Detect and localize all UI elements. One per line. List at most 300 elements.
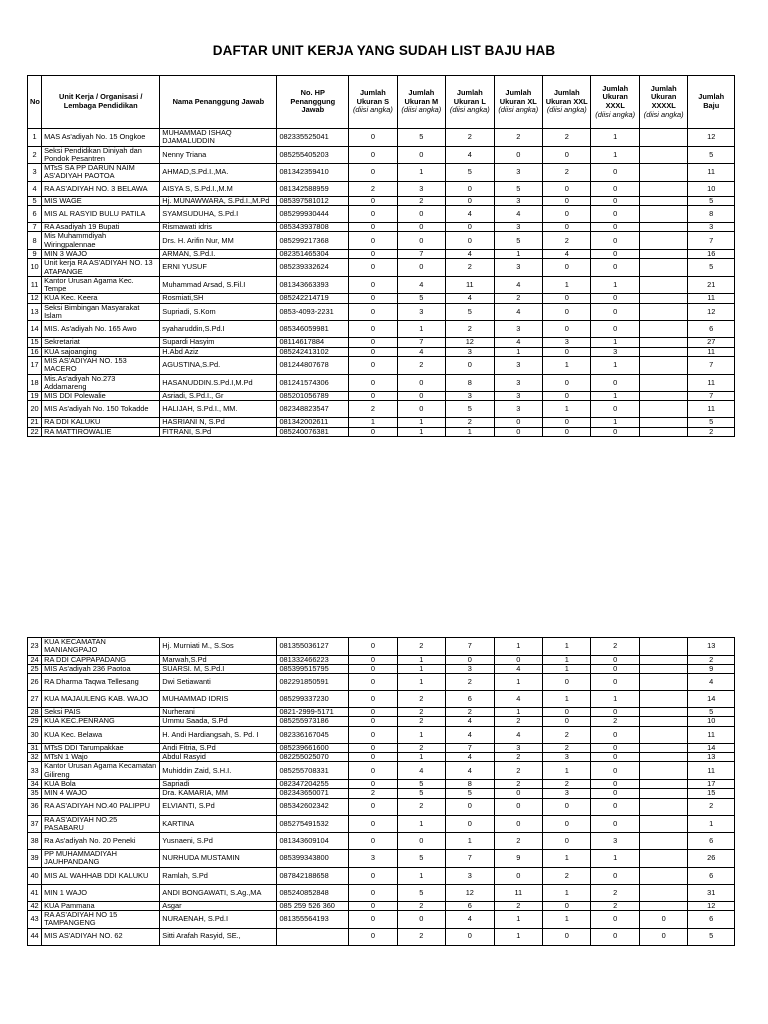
cell-pj: MUHAMMAD ISHAQ DJAMALUDDIN <box>160 129 277 147</box>
cell-no: 8 <box>28 232 42 250</box>
cell-xl: 3 <box>494 223 542 232</box>
cell-xxxxl <box>639 418 687 427</box>
cell-xxxxl <box>639 815 687 833</box>
cell-m: 1 <box>397 427 445 436</box>
cell-no: 17 <box>28 356 42 374</box>
cell-xl: 0 <box>494 427 542 436</box>
cell-l: 4 <box>446 717 494 726</box>
cell-no: 13 <box>28 303 42 321</box>
cell-m: 1 <box>397 655 445 664</box>
cell-xxl: 1 <box>543 884 591 901</box>
cell-xxl: 4 <box>543 249 591 258</box>
cell-xxxl: 0 <box>591 928 639 945</box>
table-row <box>28 374 735 392</box>
cell-total: 21 <box>688 276 735 294</box>
cell-pj: AHMAD,S.Pd.I.,MA. <box>160 164 277 182</box>
table-row <box>28 356 735 374</box>
cell-hp <box>277 928 349 945</box>
cell-unit: Mis.As'adiyah No.273 Addamareng <box>42 374 160 392</box>
cell-pj: MUHAMMAD IDRIS <box>160 691 277 708</box>
cell-pj: NURAENAH, S.Pd.I <box>160 911 277 929</box>
cell-xxxl: 0 <box>591 798 639 815</box>
cell-xxxxl <box>639 798 687 815</box>
cell-hp: 0821-2999-5171 <box>277 708 349 717</box>
cell-m: 1 <box>397 815 445 833</box>
cell-unit: MIS DDI Polewalie <box>42 392 160 401</box>
cell-hp: 081355564193 <box>277 911 349 929</box>
cell-s: 3 <box>349 850 397 868</box>
cell-xxxxl <box>639 374 687 392</box>
cell-unit: RA DDI KALUKU <box>42 418 160 427</box>
header-l <box>446 76 494 129</box>
cell-hp: 085240852848 <box>277 884 349 901</box>
cell-hp: 085346059981 <box>277 321 349 338</box>
cell-unit: KUA Kec. Belawa <box>42 726 160 743</box>
cell-xxl: 2 <box>543 779 591 788</box>
cell-pj: Muhiddin Zaid, S.H.I. <box>160 762 277 780</box>
cell-xxxxl <box>639 259 687 277</box>
unit-table-2 <box>27 637 735 946</box>
cell-m: 2 <box>397 691 445 708</box>
table-row <box>28 303 735 321</box>
cell-total: 11 <box>688 401 735 418</box>
cell-no: 1 <box>28 129 42 147</box>
cell-xl: 4 <box>494 726 542 743</box>
cell-total: 14 <box>688 691 735 708</box>
cell-xxxl: 0 <box>591 196 639 205</box>
cell-s: 0 <box>349 674 397 691</box>
cell-unit: KUA sajoanging <box>42 347 160 356</box>
cell-xl: 4 <box>494 338 542 347</box>
cell-m: 5 <box>397 129 445 147</box>
cell-xxl: 1 <box>543 276 591 294</box>
cell-total: 5 <box>688 259 735 277</box>
cell-l: 4 <box>446 726 494 743</box>
cell-xl: 4 <box>494 303 542 321</box>
cell-no: 37 <box>28 815 42 833</box>
cell-hp: 085201056789 <box>277 392 349 401</box>
cell-xxxl: 0 <box>591 779 639 788</box>
header-s-note: (diisi angka) <box>352 105 393 115</box>
cell-hp: 085255708331 <box>277 762 349 780</box>
cell-pj: HASRIANI N, S.Pd <box>160 418 277 427</box>
cell-unit: KUA KECAMATAN MANIANGPAJO <box>42 638 160 656</box>
cell-m: 1 <box>397 164 445 182</box>
cell-unit: KUA Bola <box>42 779 160 788</box>
cell-pj: ERNI YUSUF <box>160 259 277 277</box>
cell-xxxxl <box>639 638 687 656</box>
cell-xxxxl <box>639 401 687 418</box>
cell-no: 3 <box>28 164 42 182</box>
cell-unit: KUA MAJAULENG KAB. WAJO <box>42 691 160 708</box>
cell-s: 0 <box>349 259 397 277</box>
cell-s: 0 <box>349 798 397 815</box>
cell-xxl: 0 <box>543 418 591 427</box>
cell-xxxxl <box>639 850 687 868</box>
cell-m: 0 <box>397 232 445 250</box>
cell-hp: 082351465304 <box>277 249 349 258</box>
cell-no: 21 <box>28 418 42 427</box>
cell-xxl: 1 <box>543 911 591 929</box>
cell-unit: Seksi Bimbingan Masyarakat Islam <box>42 303 160 321</box>
cell-hp: 08114617884 <box>277 338 349 347</box>
header-m-label: Jumlah Ukuran M <box>404 88 439 106</box>
table-2-body <box>28 638 735 946</box>
cell-hp: 085343937808 <box>277 223 349 232</box>
cell-m: 0 <box>397 206 445 223</box>
cell-hp: 085299337230 <box>277 691 349 708</box>
cell-no: 4 <box>28 181 42 196</box>
cell-xxl: 2 <box>543 867 591 884</box>
cell-xxxxl <box>639 232 687 250</box>
cell-hp: 0853-4093-2231 <box>277 303 349 321</box>
cell-l: 3 <box>446 347 494 356</box>
cell-total: 7 <box>688 392 735 401</box>
cell-total: 12 <box>688 901 735 910</box>
table-row <box>28 664 735 673</box>
page-title: DAFTAR UNIT KERJA YANG SUDAH LIST BAJU HAB <box>212 43 556 58</box>
cell-m: 0 <box>397 146 445 164</box>
cell-xxxl: 0 <box>591 743 639 752</box>
cell-s: 0 <box>349 164 397 182</box>
cell-hp: 085242214719 <box>277 294 349 303</box>
cell-unit: MIS WAGE <box>42 196 160 205</box>
cell-m: 3 <box>397 303 445 321</box>
cell-unit: MIN 4 WAJO <box>42 789 160 798</box>
cell-total: 26 <box>688 850 735 868</box>
cell-hp: 082348823547 <box>277 401 349 418</box>
cell-pj: Ummu Saada, S.Pd <box>160 717 277 726</box>
cell-pj: Asgar <box>160 901 277 910</box>
cell-xxxl: 0 <box>591 867 639 884</box>
cell-xxl: 1 <box>543 638 591 656</box>
cell-hp: 081332466223 <box>277 655 349 664</box>
cell-pj: FITRANI, S.Pd <box>160 427 277 436</box>
cell-xxxxl <box>639 664 687 673</box>
table-row <box>28 708 735 717</box>
table-row <box>28 638 735 656</box>
cell-total: 12 <box>688 129 735 147</box>
cell-xl: 0 <box>494 146 542 164</box>
cell-xxxl: 2 <box>591 901 639 910</box>
unit-table-1 <box>27 75 735 437</box>
cell-l: 4 <box>446 206 494 223</box>
cell-m: 1 <box>397 753 445 762</box>
cell-xl: 11 <box>494 884 542 901</box>
cell-total: 5 <box>688 418 735 427</box>
table-row <box>28 850 735 868</box>
cell-l: 4 <box>446 762 494 780</box>
cell-xxxxl <box>639 708 687 717</box>
cell-unit: MIS AL RASYID BULU PATILA <box>42 206 160 223</box>
cell-no: 43 <box>28 911 42 929</box>
cell-s: 0 <box>349 321 397 338</box>
cell-total: 13 <box>688 753 735 762</box>
cell-m: 1 <box>397 867 445 884</box>
table-row <box>28 691 735 708</box>
cell-no: 19 <box>28 392 42 401</box>
table-row <box>28 392 735 401</box>
cell-pj: ANDI BONGAWATI, S.Ag.,MA <box>160 884 277 901</box>
cell-unit: RA MATTIROWALIE <box>42 427 160 436</box>
cell-l: 0 <box>446 815 494 833</box>
cell-total: 10 <box>688 181 735 196</box>
cell-s: 0 <box>349 374 397 392</box>
cell-no: 18 <box>28 374 42 392</box>
cell-total: 10 <box>688 717 735 726</box>
cell-xxxxl <box>639 196 687 205</box>
cell-total: 4 <box>688 674 735 691</box>
cell-l: 5 <box>446 303 494 321</box>
cell-l: 3 <box>446 664 494 673</box>
cell-m: 0 <box>397 401 445 418</box>
cell-hp: 082343650071 <box>277 789 349 798</box>
cell-l: 1 <box>446 833 494 850</box>
cell-xxxl: 0 <box>591 223 639 232</box>
cell-no: 24 <box>28 655 42 664</box>
cell-total: 5 <box>688 708 735 717</box>
cell-no: 38 <box>28 833 42 850</box>
table-row <box>28 294 735 303</box>
cell-xxl: 2 <box>543 164 591 182</box>
header-no: No <box>28 76 42 129</box>
table-row <box>28 762 735 780</box>
cell-total: 9 <box>688 664 735 673</box>
table-row <box>28 867 735 884</box>
cell-hp: 081241574306 <box>277 374 349 392</box>
cell-m: 5 <box>397 884 445 901</box>
cell-unit: MIS As'adiyah 236 Paotoa <box>42 664 160 673</box>
cell-xxxl: 2 <box>591 638 639 656</box>
cell-xxxxl <box>639 276 687 294</box>
cell-no: 44 <box>28 928 42 945</box>
cell-s: 0 <box>349 249 397 258</box>
header-l-note: (diisi angka) <box>449 105 490 115</box>
cell-s: 0 <box>349 129 397 147</box>
cell-xxxl: 1 <box>591 392 639 401</box>
cell-xxxl: 0 <box>591 911 639 929</box>
cell-s: 0 <box>349 867 397 884</box>
cell-l: 0 <box>446 798 494 815</box>
cell-xxxxl <box>639 146 687 164</box>
cell-no: 7 <box>28 223 42 232</box>
table-row <box>28 164 735 182</box>
cell-xl: 0 <box>494 655 542 664</box>
cell-xxl: 1 <box>543 356 591 374</box>
cell-pj: SUARSI. M, S.Pd.I <box>160 664 277 673</box>
cell-xxxxl <box>639 726 687 743</box>
cell-xl: 1 <box>494 928 542 945</box>
cell-xxxl: 0 <box>591 726 639 743</box>
cell-xl: 1 <box>494 347 542 356</box>
cell-no: 33 <box>28 762 42 780</box>
cell-total: 16 <box>688 249 735 258</box>
table-1-body <box>28 129 735 437</box>
cell-total: 11 <box>688 164 735 182</box>
cell-hp: 085240076381 <box>277 427 349 436</box>
cell-no: 22 <box>28 427 42 436</box>
cell-xxl: 1 <box>543 691 591 708</box>
table-row <box>28 347 735 356</box>
cell-xxxl: 1 <box>591 129 639 147</box>
cell-s: 0 <box>349 146 397 164</box>
cell-xxxxl <box>639 249 687 258</box>
table-row <box>28 726 735 743</box>
cell-xxl: 1 <box>543 762 591 780</box>
cell-m: 1 <box>397 418 445 427</box>
cell-s: 2 <box>349 401 397 418</box>
cell-no: 36 <box>28 798 42 815</box>
cell-hp: 085 259 526 360 <box>277 901 349 910</box>
table-row <box>28 196 735 205</box>
cell-no: 31 <box>28 743 42 752</box>
cell-unit: RA AS'ADIYAH NO. 3 BELAWA <box>42 181 160 196</box>
cell-total: 15 <box>688 789 735 798</box>
cell-xxl: 0 <box>543 146 591 164</box>
cell-xxl: 0 <box>543 674 591 691</box>
header-pj: Nama Penanggung Jawab <box>160 76 277 129</box>
cell-total: 6 <box>688 321 735 338</box>
cell-unit: Kantor Urusan Agama Kecamatan Gilireng <box>42 762 160 780</box>
cell-hp: 085342602342 <box>277 798 349 815</box>
cell-unit: Seksi Pendidikan Diniyah dan Pondok Pesantren <box>42 146 160 164</box>
cell-total: 14 <box>688 743 735 752</box>
cell-l: 6 <box>446 691 494 708</box>
table-row <box>28 321 735 338</box>
cell-xxxl: 0 <box>591 815 639 833</box>
cell-pj: Andi Fitria, S.Pd <box>160 743 277 752</box>
cell-xxxl: 0 <box>591 401 639 418</box>
cell-xl: 3 <box>494 259 542 277</box>
cell-no: 6 <box>28 206 42 223</box>
cell-pj: ARMAN, S.Pd.I. <box>160 249 277 258</box>
cell-m: 5 <box>397 294 445 303</box>
cell-xxxxl <box>639 206 687 223</box>
cell-l: 6 <box>446 901 494 910</box>
cell-l: 7 <box>446 638 494 656</box>
cell-xxxl: 0 <box>591 321 639 338</box>
cell-xxxxl <box>639 164 687 182</box>
cell-hp: 081343609104 <box>277 833 349 850</box>
cell-l: 1 <box>446 427 494 436</box>
cell-total: 27 <box>688 338 735 347</box>
cell-no: 28 <box>28 708 42 717</box>
cell-pj: Supriadi, S.Kom <box>160 303 277 321</box>
cell-xl: 2 <box>494 762 542 780</box>
cell-pj: Hj. MUNAWWARA, S.Pd.I.,M.Pd <box>160 196 277 205</box>
header-xxxl <box>591 76 639 129</box>
cell-xxl: 0 <box>543 374 591 392</box>
cell-xl: 3 <box>494 401 542 418</box>
cell-xl: 9 <box>494 850 542 868</box>
cell-xxxxl <box>639 294 687 303</box>
cell-no: 14 <box>28 321 42 338</box>
cell-xl: 1 <box>494 638 542 656</box>
cell-s: 0 <box>349 726 397 743</box>
cell-hp: 085255405203 <box>277 146 349 164</box>
cell-no: 2 <box>28 146 42 164</box>
cell-xxl: 3 <box>543 753 591 762</box>
cell-unit: RA AS'ADIYAH NO.25 PASABARU <box>42 815 160 833</box>
cell-m: 0 <box>397 223 445 232</box>
cell-s: 0 <box>349 691 397 708</box>
cell-no: 39 <box>28 850 42 868</box>
table-row <box>28 418 735 427</box>
header-xxxxl-label: Jumlah Ukuran XXXXL <box>650 83 677 110</box>
cell-xxl: 0 <box>543 427 591 436</box>
table-row <box>28 815 735 833</box>
cell-s: 0 <box>349 356 397 374</box>
cell-pj: Marwah,S.Pd <box>160 655 277 664</box>
cell-pj: AGUSTINA,S.Pd. <box>160 356 277 374</box>
cell-total: 7 <box>688 232 735 250</box>
cell-l: 7 <box>446 743 494 752</box>
cell-unit: PP MUHAMMADIYAH JAUHPANDANG <box>42 850 160 868</box>
cell-s: 0 <box>349 232 397 250</box>
cell-total: 13 <box>688 638 735 656</box>
cell-s: 0 <box>349 815 397 833</box>
cell-xl: 0 <box>494 798 542 815</box>
cell-xxl: 0 <box>543 223 591 232</box>
cell-total: 2 <box>688 427 735 436</box>
header-total: Jumlah Baju <box>688 76 735 129</box>
cell-m: 2 <box>397 356 445 374</box>
cell-xxxxl <box>639 867 687 884</box>
cell-xxxxl <box>639 691 687 708</box>
cell-total: 11 <box>688 294 735 303</box>
cell-xxxxl <box>639 901 687 910</box>
cell-xxl: 2 <box>543 743 591 752</box>
cell-unit: KUA Pammana <box>42 901 160 910</box>
cell-s: 0 <box>349 762 397 780</box>
cell-s: 0 <box>349 753 397 762</box>
cell-xl: 3 <box>494 196 542 205</box>
cell-hp: 085299217368 <box>277 232 349 250</box>
cell-m: 2 <box>397 638 445 656</box>
table-row <box>28 789 735 798</box>
cell-pj: Yusnaeni, S.Pd <box>160 833 277 850</box>
cell-m: 0 <box>397 374 445 392</box>
cell-hp: 082291850591 <box>277 674 349 691</box>
cell-xxxl: 0 <box>591 664 639 673</box>
cell-pj: Sapriadi <box>160 779 277 788</box>
table-row <box>28 798 735 815</box>
cell-total: 5 <box>688 196 735 205</box>
cell-xl: 2 <box>494 129 542 147</box>
cell-l: 12 <box>446 338 494 347</box>
cell-total: 3 <box>688 223 735 232</box>
table-row <box>28 232 735 250</box>
table-row <box>28 743 735 752</box>
cell-s: 0 <box>349 833 397 850</box>
cell-pj: SYAMSUDUHA, S.Pd.I <box>160 206 277 223</box>
cell-xl: 2 <box>494 753 542 762</box>
cell-total: 7 <box>688 356 735 374</box>
cell-hp: 085299930444 <box>277 206 349 223</box>
cell-m: 2 <box>397 928 445 945</box>
cell-no: 20 <box>28 401 42 418</box>
cell-xxxxl <box>639 347 687 356</box>
cell-xxxl: 0 <box>591 753 639 762</box>
cell-xl: 4 <box>494 691 542 708</box>
header-unit: Unit Kerja / Organisasi / Lembaga Pendidikan <box>42 76 160 129</box>
cell-hp: 081244807678 <box>277 356 349 374</box>
cell-s: 0 <box>349 338 397 347</box>
cell-unit: KUA Kec. Keera <box>42 294 160 303</box>
cell-unit: MIS AL WAHHAB DDI KALUKU <box>42 867 160 884</box>
cell-pj: ELVIANTI, S.Pd <box>160 798 277 815</box>
cell-no: 27 <box>28 691 42 708</box>
